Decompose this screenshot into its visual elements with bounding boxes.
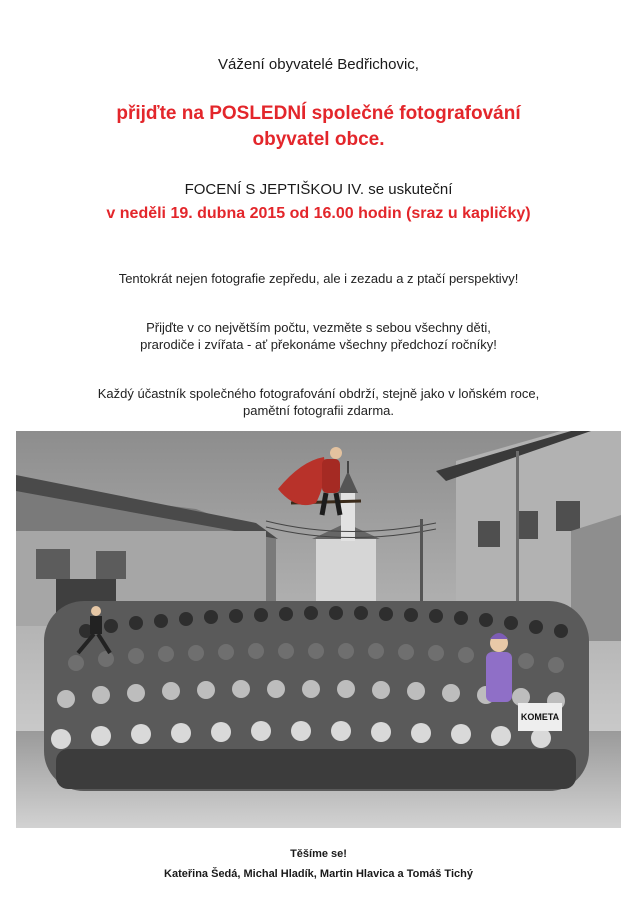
invite-paragraph-line-1: Přijďte v co největším počtu, vezměte s sebou všechny děti, [146,320,491,335]
greeting: Vážení obyvatelé Bedřichovic, [218,56,419,73]
photo-paragraph-line-2: pamětní fotografii zdarma. [242,403,395,418]
event-date-line: v neděli 19. dubna 2015 od 16.00 hodin (sraz u kapličky) [106,205,531,222]
signature: Kateřina Šedá, Michal Hladík, Martin Hlavica a Tomáš Tichý [164,868,473,880]
headline-line-1: přijďte na POSLEDNÍ společné fotografování [116,103,521,124]
photo-paragraph-line-1: Každý účastník společného fotografování obdrží, stejně jako v loňském roce, [97,386,540,401]
group-photo [16,431,621,828]
event-name-line: FOCENÍ S JEPTIŠKOU IV. se uskuteční [184,181,453,198]
perspective-paragraph: Tentokrát nejen fotografie zepředu, ale i zezadu a z ptačí perspektivy! [118,271,519,286]
invite-paragraph-line-2: prarodiče i zvířata - ať překonáme všechny předchozí ročníky! [140,337,497,352]
closing-text: Těšíme se! [290,848,347,860]
kometa-shirt-text: KOMETA [520,712,560,722]
kometa-shirt [518,703,562,731]
headline-line-2: obyvatel obce. [252,129,385,150]
